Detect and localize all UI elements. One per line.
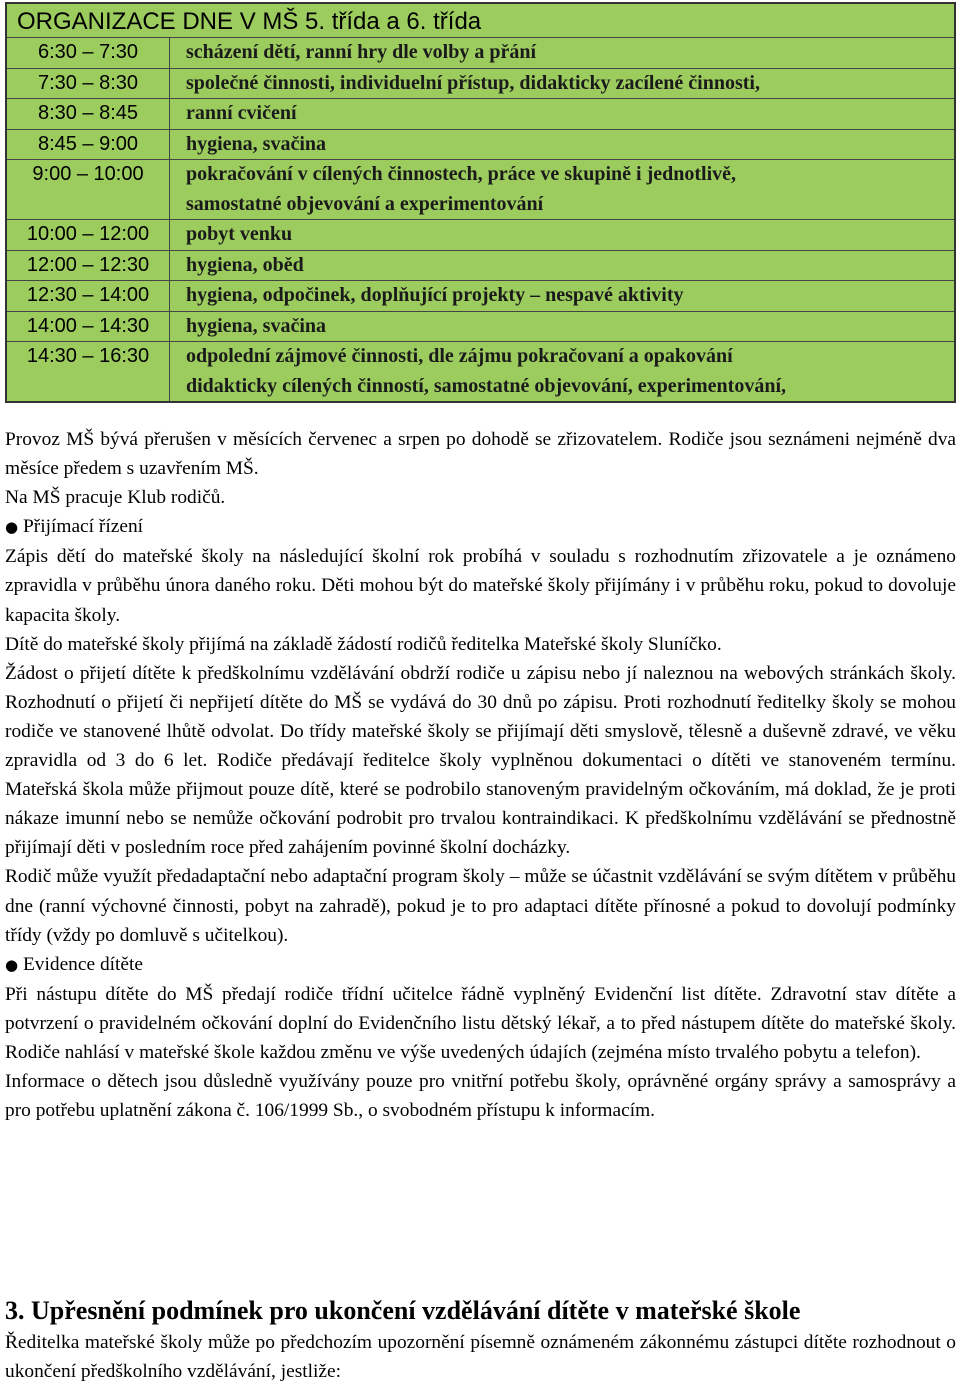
nastup-paragraph: Při nástupu dítěte do MŠ předají rodiče třídní učitelce řádně vyplněný Evidenční list dítěte. Zdravotní stav dítěte a potvrzení o pravidelném očkování doplní do Evidenčního listu dětský lékař, a to před nástupem dítěte do mateřské školy. Rodiče nahlásí v mateřské škole každou změnu ve výše uvedených údajích (zejména místo trvalého pobytu a telefon). bbox=[5, 983, 956, 1063]
schedule-time: 7:30 – 8:30 bbox=[7, 69, 170, 99]
schedule-row bbox=[7, 281, 954, 312]
schedule-activity: společné činnosti, individuelní přístup, didakticky zacílené činnosti, bbox=[186, 71, 760, 94]
schedule-time: 8:30 – 8:45 bbox=[7, 99, 170, 129]
schedule-row bbox=[7, 38, 954, 69]
bullet-icon: ● bbox=[5, 518, 19, 537]
bullet-admission-label: Přijímací řízení bbox=[22, 516, 144, 538]
schedule-time: 14:00 – 14:30 bbox=[7, 312, 170, 342]
schedule-time: 9:00 – 10:00 bbox=[7, 160, 170, 219]
schedule-activity: hygiena, odpočinek, doplňující projekty – nespavé aktivity bbox=[186, 284, 684, 306]
schedule-row bbox=[7, 342, 954, 401]
schedule-row bbox=[7, 312, 954, 343]
schedule-time: 10:00 – 12:00 bbox=[7, 220, 170, 250]
schedule-activity: ranní cvičení bbox=[186, 102, 297, 124]
zapis-paragraph: Zápis dětí do mateřské školy na následující školní rok probíhá v souladu s rozhodnutím zřizovatele a je oznámeno zpravidla v průběhu února daného roku. Děti mohou být do mateřské školy přijímány i v průběhu roku, pokud to dovoluje kapacita školy. bbox=[5, 546, 956, 626]
rodic-paragraph: Rodič může využít předadaptační nebo adaptační program školy – může se účastnit vzdělávání se svým dítětem v průběhu dne (ranní výchovné činnosti, pobyt na zahradě), pokud je to pro adaptaci dítěte přínosné a pokud to dovolují podmínky třídy (vždy po domluvě s učitelkou). bbox=[5, 866, 956, 946]
schedule-activity: hygiena, svačina bbox=[186, 132, 327, 155]
schedule-row bbox=[7, 130, 954, 161]
zadost-paragraph: Žádost o přijetí dítěte k předškolnímu vzdělávání obdrží rodiče u zápisu nebo jí naleznou na webových stránkách školy. Rozhodnutí o přijetí či nepřijetí dítěte do MŠ se vydává do 30 dnů po zápisu. Proti rozhodnutí ředitelky školy se mohou rodiče ve stanovené lhůtě odvolat. Do třídy mateřské školy se přijímají děti smyslově, tělesně a duševně zdravé, ve věku zpravidla od 3 do 6 let. Rodiče předávají ředitelce školy vyplněnou dokumentaci o dítěti ve stanoveném termínu. Mateřská škola může přijmout pouze dítě, které se podrobilo stanoveným pravidelným očkováním, má doklad, že je proti nákaze imunní nebo se nemůže očkování podrobit pro trvalou kontraindikaci. K předškolnímu vzdělávání se přednostně přijímají děti v posledním roce před zahájením povinné školní docházky. bbox=[5, 662, 956, 859]
schedule-time: 8:45 – 9:00 bbox=[7, 130, 170, 160]
schedule-activity: pokračování v cílených činnostech, práce ve skupině i jednotlivě, samostatné objevování a experimentování bbox=[186, 163, 736, 215]
schedule-activity: pobyt venku bbox=[186, 223, 293, 245]
informace-paragraph: Informace o dětech jsou důsledně využívány pouze pro vnitřní potřebu školy, oprávněné orgány správy a samosprávy a pro potřebu uplatnění zákona č. 106/1999 Sb., o svobodném přístupu k informacím. bbox=[5, 1071, 956, 1122]
schedule-activity: odpolední zájmové činnosti, dle zájmu pokračovaní a opakování didakticky cílených činností, samostatné objevování, experimentování, bbox=[186, 345, 787, 397]
schedule-activity: scházení dětí, ranní hry dle volby a přání bbox=[186, 41, 537, 63]
provoz-paragraph: Provoz MŠ bývá přerušen v měsících červenec a srpen po dohodě se zřizovatelem. Rodiče jsou seznámeni nejméně dva měsíce předem s uzavřením MŠ. bbox=[5, 429, 956, 480]
bullet-icon: ● bbox=[5, 955, 19, 974]
schedule-row bbox=[7, 99, 954, 130]
schedule-row bbox=[7, 220, 954, 251]
schedule-rows bbox=[7, 38, 954, 401]
document-body bbox=[5, 425, 956, 1125]
schedule-time: 12:00 – 12:30 bbox=[7, 251, 170, 281]
schedule-activity: hygiena, svačina bbox=[186, 314, 327, 337]
bullet-admission bbox=[5, 512, 956, 542]
schedule-row bbox=[7, 69, 954, 100]
bullet-evidence-label: Evidence dítěte bbox=[22, 953, 144, 975]
klub-paragraph: Na MŠ pracuje Klub rodičů. bbox=[5, 487, 226, 509]
schedule-row bbox=[7, 251, 954, 282]
bullet-evidence bbox=[5, 950, 956, 980]
schedule-title: ORGANIZACE DNE V MŠ 5. třída a 6. třída bbox=[7, 4, 954, 38]
schedule-time: 6:30 – 7:30 bbox=[7, 38, 170, 68]
schedule-row bbox=[7, 160, 954, 220]
dite-paragraph: Dítě do mateřské školy přijímá na základě žádostí rodičů ředitelka Mateřské školy Sluníčko. bbox=[5, 633, 722, 655]
daily-schedule-table bbox=[5, 2, 956, 403]
section-3-heading: 3. Upřesnění podmínek pro ukončení vzdělávání dítěte v mateřské škole bbox=[5, 1296, 801, 1325]
schedule-activity: hygiena, oběd bbox=[186, 253, 304, 276]
schedule-time: 12:30 – 14:00 bbox=[7, 281, 170, 311]
schedule-time: 14:30 – 16:30 bbox=[7, 342, 170, 401]
section-3-intro: Ředitelka mateřské školy může po předchozím upozornění písemně oznámeném zákonnému zástupci dítěte rozhodnout o ukončení předškolního vzdělávání, jestliže: bbox=[5, 1332, 956, 1383]
